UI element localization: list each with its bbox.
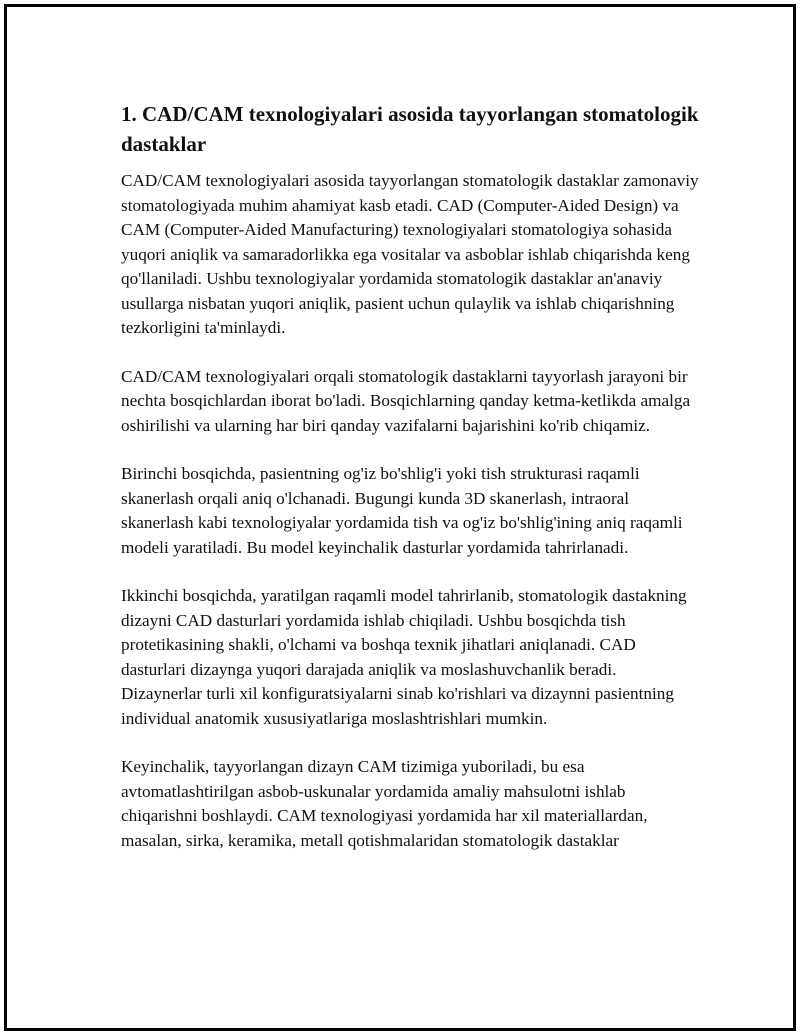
section-heading: 1. CAD/CAM texnologiyalari asosida tayyorlangan stomatologik dastaklar	[121, 102, 699, 156]
paragraph: CAD/CAM texnologiyalari orqali stomatologik dastaklarni tayyorlash jarayoni bir nechta bosqichlardan iborat bo'ladi. Bosqichlarning qanday ketma-ketlikda amalga oshirilishi va ularning har biri qanday vazifalarni bajarishini ko'rib chiqamiz.	[121, 366, 691, 435]
document-page	[4, 4, 796, 1031]
document-body	[121, 99, 701, 877]
paragraph: Birinchi bosqichda, pasientning og'iz bo'shlig'i yoki tish strukturasi raqamli skanerlash orqali aniq o'lchanadi. Bugungi kunda 3D skanerlash, intraoral skanerlash kabi texnologiyalar yordamida tish va og'iz bo'shlig'ining aniq raqamli modeli yaratiladi. Bu model keyinchalik dasturlar yordamida tahrirlanadi.	[121, 464, 683, 557]
paragraph: Ikkinchi bosqichda, yaratilgan raqamli model tahrirlanib, stomatologik dastakning dizayni CAD dasturlari yordamida ishlab chiqiladi. Ushbu bosqichda tish protetikasining shakli, o'lchami va boshqa texnik jihatlari aniqlanadi. CAD dasturlari dizaynga yuqori darajada aniqlik va moslashuvchanlik beradi. Dizaynerlar turli xil konfiguratsiyalarni sinab ko'rishlari va dizaynni pasientning individual anatomik xususiyatlariga moslashtrishlari mumkin.	[121, 586, 687, 728]
paragraph: CAD/CAM texnologiyalari asosida tayyorlangan stomatologik dastaklar zamonaviy stomatologiyada muhim ahamiyat kasb etadi. CAD (Computer-Aided Design) va CAM (Computer-Aided Manufacturing) texnologiyalari stomatologiya sohasida yuqori aniqlik va samaradorlikka ega vositalar va asboblar ishlab chiqarishda keng qo'llaniladi. Ushbu texnologiyalar yordamida stomatologik dastaklar an'anaviy usullarga nisbatan yuqori aniqlik, pasient uchun qulaylik va ishlab chiqarishning tezkorligini ta'minlaydi.	[121, 171, 699, 337]
paragraph: Keyinchalik, tayyorlangan dizayn CAM tizimiga yuboriladi, bu esa avtomatlashtirilgan asbob-uskunalar yordamida amaliy mahsulotni ishlab chiqarishni boshlaydi. CAM texnologiyasi yordamida har xil materiallardan, masalan, sirka, keramika, metall qotishmalaridan stomatologik dastaklar	[121, 757, 648, 850]
